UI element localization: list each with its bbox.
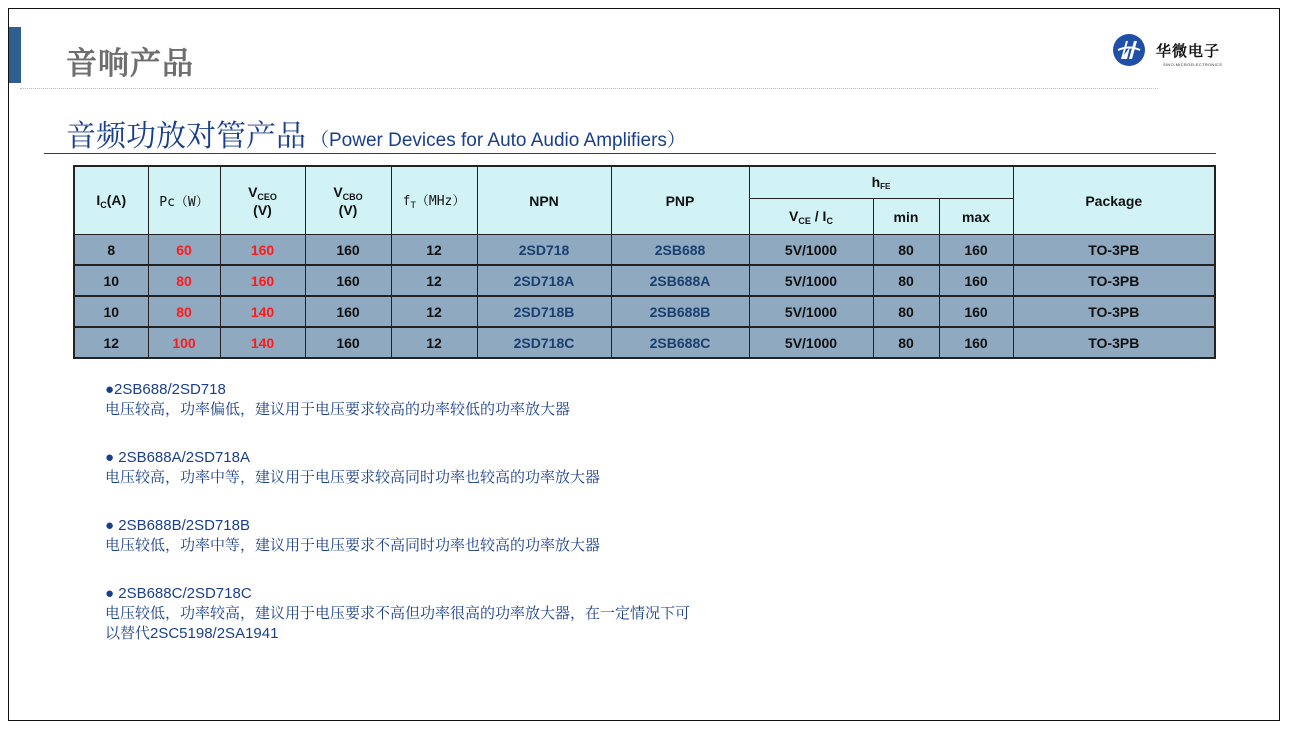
- header-divider: [20, 88, 1158, 89]
- note-heading: ● 2SB688A/2SD718A: [105, 449, 250, 466]
- product-spec-table: [73, 165, 1216, 359]
- note-heading: ●2SB688/2SD718: [105, 381, 226, 398]
- cell-package: TO-3PB: [1013, 235, 1215, 266]
- note-item: [105, 448, 1005, 488]
- cell-npn: 2SD718: [477, 235, 611, 266]
- cell-npn: 2SD718B: [477, 296, 611, 327]
- cell-min: 80: [873, 327, 939, 358]
- cell-vcbo: 160: [305, 235, 391, 266]
- section-title-cn: 音频功放对管产品: [66, 119, 306, 154]
- table-row: [74, 265, 1215, 296]
- col-header-vcbo: $V_{CBO}$ (V): [305, 166, 391, 235]
- cell-ic: 12: [74, 327, 148, 358]
- col-header-pc: Pc（W）: [148, 166, 220, 235]
- cell-ft: 12: [391, 265, 477, 296]
- cell-npn: 2SD718C: [477, 327, 611, 358]
- cell-pnp: 2SB688B: [611, 296, 749, 327]
- cell-cond: 5V/1000: [749, 265, 873, 296]
- cell-vceo: 160: [220, 265, 305, 296]
- note-item: [105, 516, 1005, 556]
- col-header-vceo: $V_{CEO}$ (V): [220, 166, 305, 235]
- cell-ic: 10: [74, 296, 148, 327]
- cell-vceo: 140: [220, 327, 305, 358]
- title-accent-bar: [9, 27, 21, 83]
- cell-vcbo: 160: [305, 327, 391, 358]
- cell-package: TO-3PB: [1013, 265, 1215, 296]
- cell-ft: 12: [391, 327, 477, 358]
- note-body: 电压较低，功率中等，建议用于电压要求不高同时功率也较高的功率放大器: [105, 537, 601, 554]
- page-title: 音响产品: [66, 46, 194, 82]
- cell-min: 80: [873, 265, 939, 296]
- cell-vcbo: 160: [305, 296, 391, 327]
- note-heading: ● 2SB688B/2SD718B: [105, 517, 250, 534]
- cell-cond: 5V/1000: [749, 235, 873, 266]
- cell-min: 80: [873, 296, 939, 327]
- table-row: [74, 296, 1215, 327]
- cell-cond: 5V/1000: [749, 296, 873, 327]
- cell-pnp: 2SB688: [611, 235, 749, 266]
- note-heading: ● 2SB688C/2SD718C: [105, 585, 252, 602]
- cell-max: 160: [939, 235, 1013, 266]
- col-header-npn: NPN: [477, 166, 611, 235]
- note-item: [105, 584, 1005, 644]
- col-header-condition: $V_{CE} / I_C$: [749, 199, 873, 235]
- logo-english-name: SINO-MICROELECTRONICS: [1163, 62, 1223, 67]
- cell-package: TO-3PB: [1013, 327, 1215, 358]
- cell-pc: 80: [148, 296, 220, 327]
- cell-pc: 100: [148, 327, 220, 358]
- cell-min: 80: [873, 235, 939, 266]
- cell-max: 160: [939, 327, 1013, 358]
- col-header-min: min: [873, 199, 939, 235]
- cell-ic: 10: [74, 265, 148, 296]
- cell-max: 160: [939, 296, 1013, 327]
- cell-pnp: 2SB688A: [611, 265, 749, 296]
- cell-ft: 12: [391, 235, 477, 266]
- cell-max: 160: [939, 265, 1013, 296]
- table-row: [74, 327, 1215, 358]
- cell-vcbo: 160: [305, 265, 391, 296]
- section-title: [66, 111, 686, 155]
- table-row: [74, 235, 1215, 266]
- cell-pnp: 2SB688C: [611, 327, 749, 358]
- cell-cond: 5V/1000: [749, 327, 873, 358]
- cell-pc: 60: [148, 235, 220, 266]
- col-header-pnp: PNP: [611, 166, 749, 235]
- cell-vceo: 160: [220, 235, 305, 266]
- cell-ft: 12: [391, 296, 477, 327]
- section-rule: [44, 153, 1216, 154]
- cell-vceo: 140: [220, 296, 305, 327]
- col-header-hfe: hFE: [749, 166, 1013, 199]
- col-header-max: max: [939, 199, 1013, 235]
- note-item: [105, 380, 1005, 420]
- col-header-ft: $f_T(MHz)$: [391, 166, 477, 235]
- hwl-logo-icon: [1112, 33, 1146, 67]
- cell-ic: 8: [74, 235, 148, 266]
- notes-list: [105, 380, 1005, 672]
- section-title-en: （Power Devices for Auto Audio Amplifiers）: [310, 130, 686, 151]
- note-body: 电压较高，功率中等，建议用于电压要求较高同时功率也较高的功率放大器: [105, 469, 601, 486]
- col-header-ic: $I_C(A)$: [74, 166, 148, 235]
- note-body: 电压较低，功率较高，建议用于电压要求不高但功率很高的功率放大器，在一定情况下可 以替代2SC5198/2SA1941: [105, 605, 691, 642]
- company-logo: [1112, 33, 1252, 77]
- cell-pc: 80: [148, 265, 220, 296]
- cell-package: TO-3PB: [1013, 296, 1215, 327]
- note-body: 电压较高，功率偏低，建议用于电压要求较高的功率较低的功率放大器: [105, 401, 571, 418]
- col-header-package: Package: [1013, 166, 1215, 235]
- cell-npn: 2SD718A: [477, 265, 611, 296]
- logo-chinese-name: 华微电子: [1156, 42, 1221, 60]
